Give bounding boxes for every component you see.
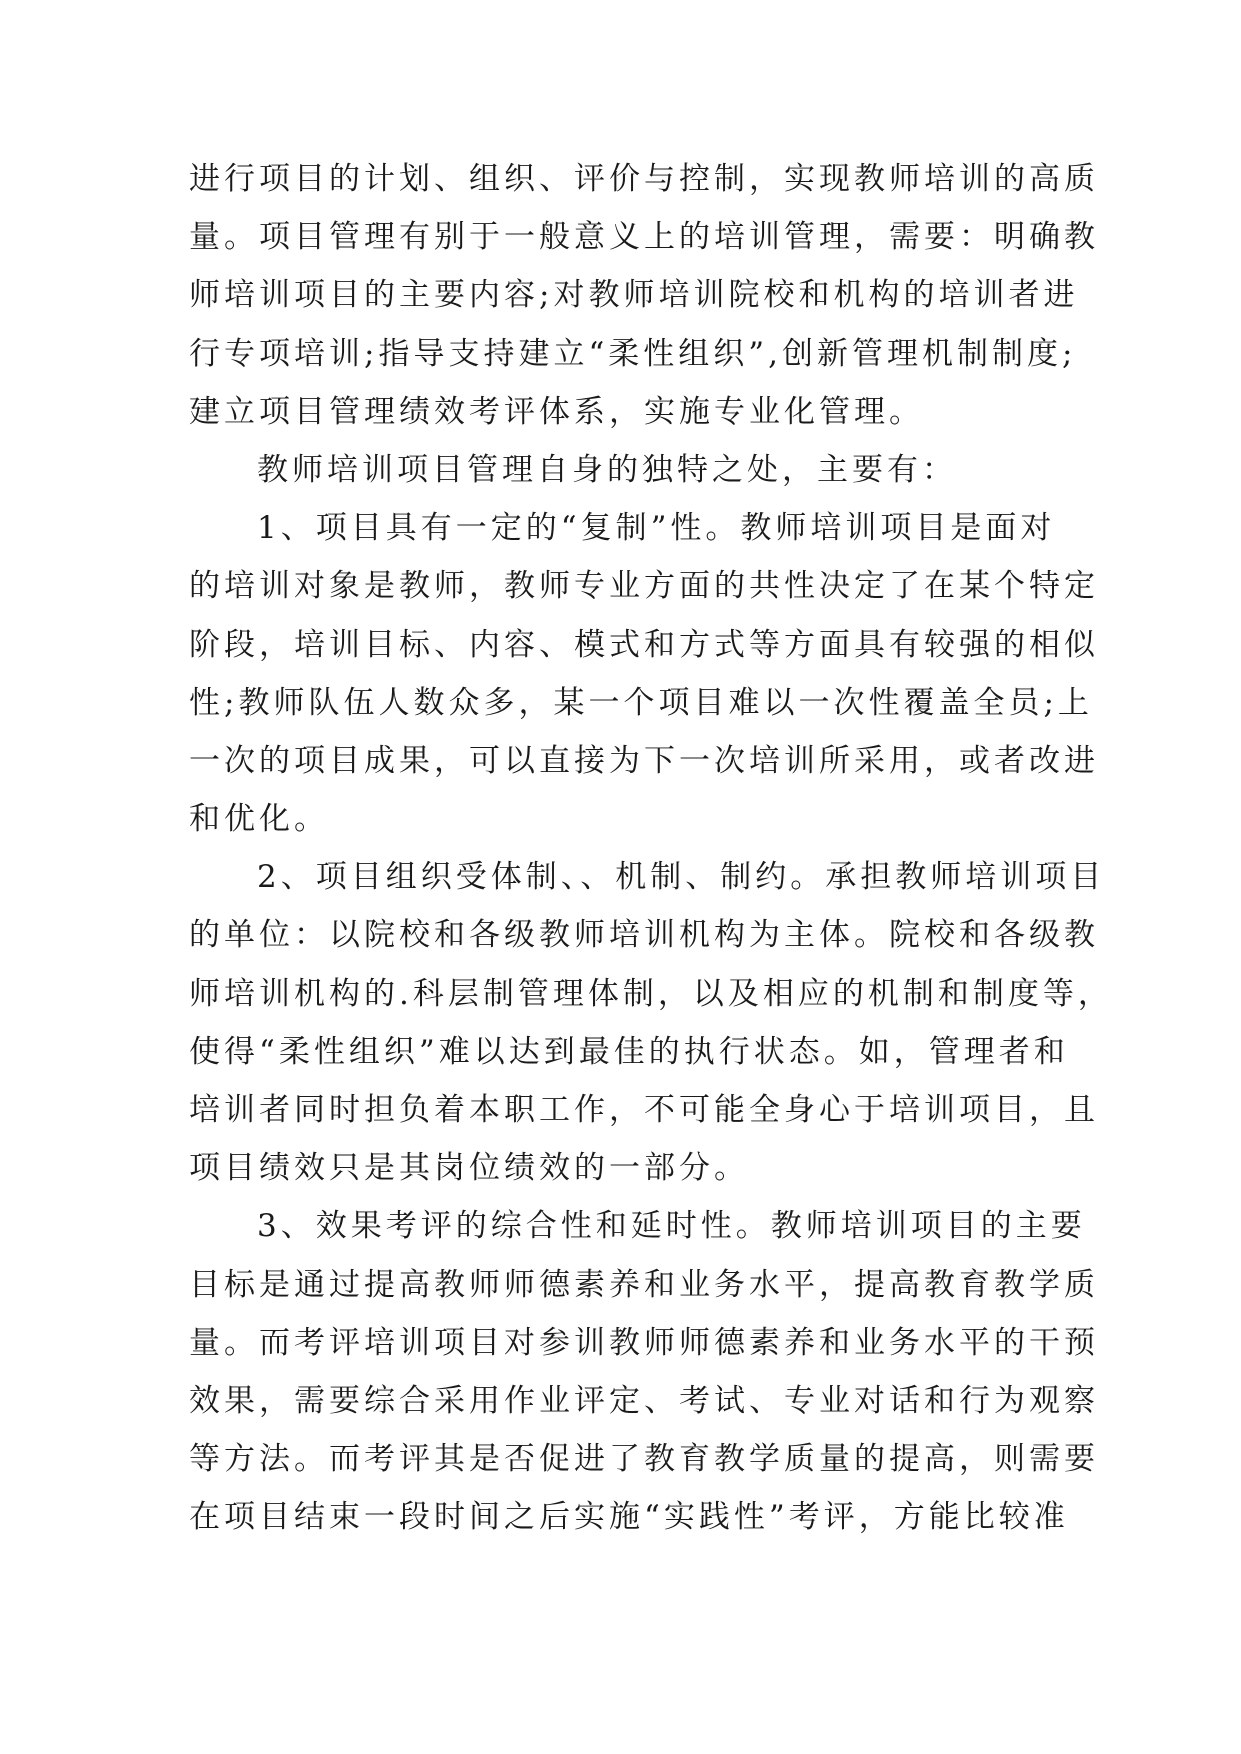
paragraph-intro-line: 教师培训项目管理自身的独特之处，主要有： (257, 451, 957, 488)
item-2-heading-line: 2、项目组织受体制、、机制、制约。承担教师培训项目 (257, 859, 1106, 896)
document-body (189, 150, 1113, 1547)
text-line: 效果，需要综合采用作业评定、考试、专业对话和行为观察 (189, 1382, 1099, 1419)
text-line: 等方法。而考评其是否促进了教育教学质量的提高，则需要 (189, 1441, 1099, 1478)
text-line: 和优化。 (189, 801, 329, 838)
text-line: 培训者同时担负着本职工作，不可能全身心于培训项目，且 (189, 1092, 1099, 1128)
text-line: 在项目结束一段时间之后实施“实践性”考评，方能比较准 (189, 1499, 1069, 1536)
text-line: 项目绩效只是其岗位绩效的一部分。 (189, 1150, 749, 1187)
text-line: 的培训对象是教师，教师专业方面的共性决定了在某个特定 (189, 568, 1099, 605)
text-line: 量。项目管理有别于一般意义上的培训管理，需要：明确教 (189, 219, 1099, 256)
item-1-heading-line: 1、项目具有一定的“复制”性。教师培训项目是面对 (257, 510, 1056, 547)
text-line: 师培训项目的主要内容;对教师培训院校和机构的培训者进 (189, 277, 1079, 314)
item-3-heading-line: 3、效果考评的综合性和延时性。教师培训项目的主要 (257, 1208, 1086, 1245)
text-line: 师培训机构的.科层制管理体制，以及相应的机制和制度等， (189, 975, 1113, 1012)
text-line: 阶段，培训目标、内容、模式和方式等方面具有较强的相似 (189, 626, 1099, 663)
text-line: 行专项培训;指导支持建立“柔性组织”,创新管理机制制度; (189, 335, 1077, 372)
text-line: 进行项目的计划、组织、评价与控制，实现教师培训的高质 (189, 161, 1099, 197)
text-line: 使得“柔性组织”难以达到最佳的执行状态。如，管理者和 (189, 1033, 1069, 1070)
text-line: 量。而考评培训项目对参训教师师德素养和业务水平的干预 (189, 1324, 1099, 1361)
text-line: 的单位：以院校和各级教师培训机构为主体。院校和各级教 (189, 917, 1099, 954)
text-line: 性;教师队伍人数众多，某一个项目难以一次性覆盖全员;上 (189, 684, 1093, 721)
text-line: 目标是通过提高教师师德素养和业务水平，提高教育教学质 (189, 1266, 1099, 1303)
text-line: 一次的项目成果，可以直接为下一次培训所采用，或者改进 (189, 742, 1099, 779)
text-line: 建立项目管理绩效考评体系，实施专业化管理。 (189, 393, 924, 430)
